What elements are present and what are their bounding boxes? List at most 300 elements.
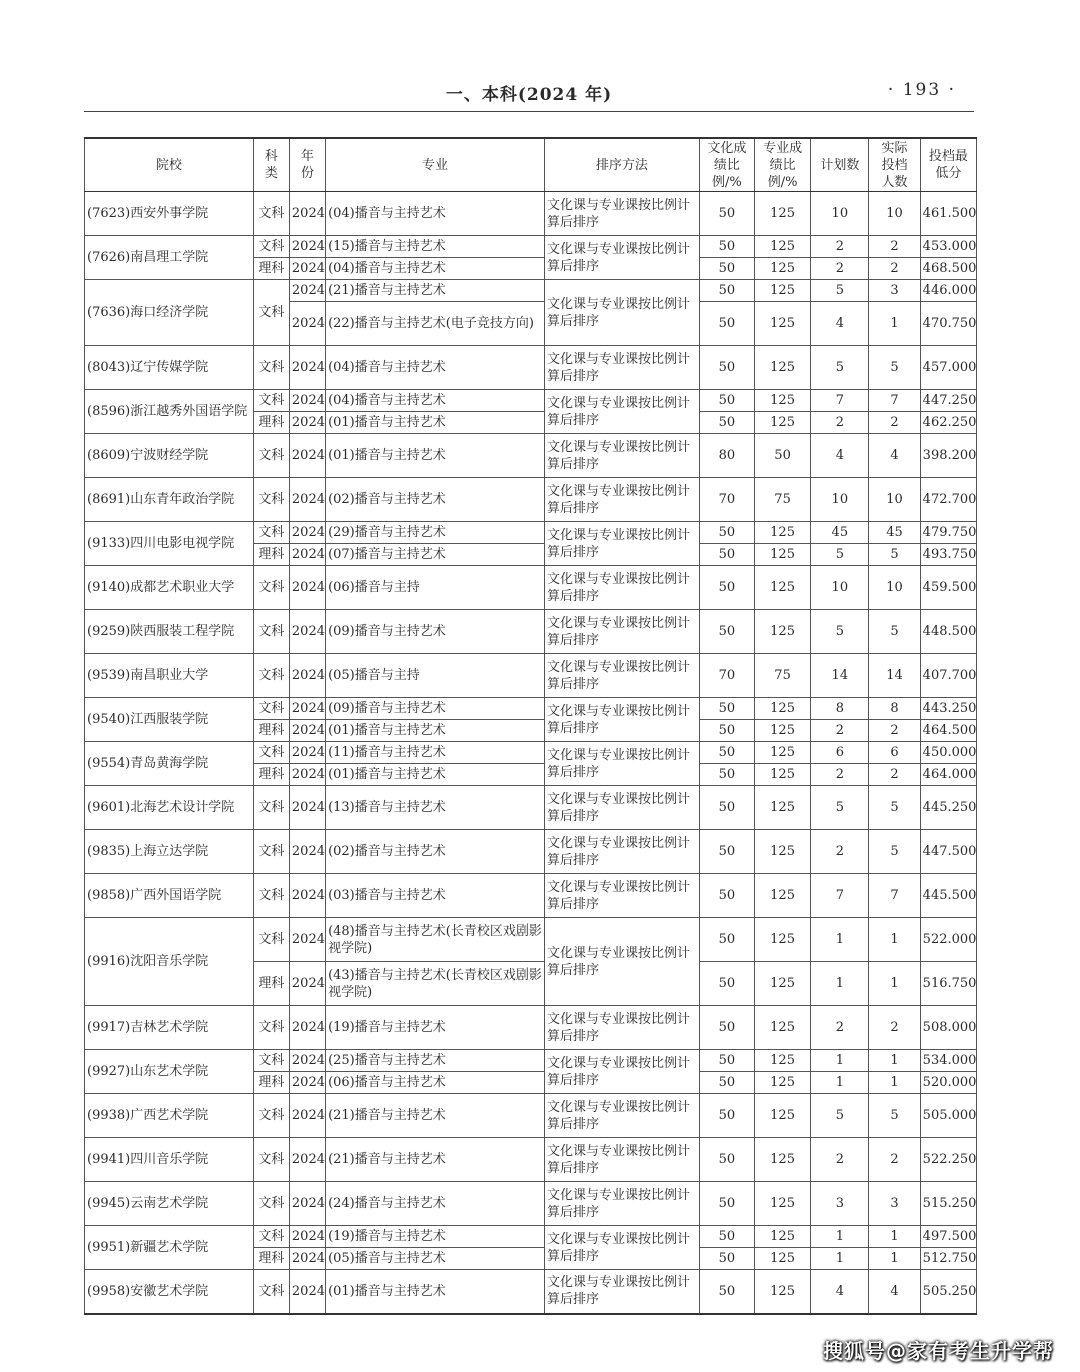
table-row: [85, 654, 977, 698]
method-cell: 文化课与专业课按比例计算后排序: [545, 1138, 700, 1182]
year-cell: 2024: [289, 434, 325, 478]
year-cell: 2024: [289, 698, 325, 720]
plan-count-cell: 7: [811, 390, 869, 412]
major-cell: (01)播音与主持艺术: [326, 434, 545, 478]
plan-count-cell: 2: [811, 412, 869, 434]
col-header-culture-ratio: 文化成绩比例/%: [699, 138, 754, 192]
actual-count-cell: 2: [869, 764, 920, 786]
min-score-cell: 493.750: [920, 544, 976, 566]
subject-cell: 文科: [253, 478, 289, 522]
table-row: [85, 610, 977, 654]
culture-ratio-cell: 50: [699, 786, 754, 830]
school-cell: (7623)西安外事学院: [85, 192, 254, 236]
actual-count-cell: 10: [869, 566, 920, 610]
subject-cell: 理科: [253, 962, 289, 1006]
subject-cell: 文科: [253, 1182, 289, 1226]
min-score-cell: 445.500: [920, 874, 976, 918]
subject-cell: 理科: [253, 258, 289, 280]
prof-ratio-cell: 125: [754, 236, 810, 258]
plan-count-cell: 6: [811, 742, 869, 764]
min-score-cell: 468.500: [920, 258, 976, 280]
school-cell: (9540)江西服装学院: [85, 698, 254, 742]
actual-count-cell: 1: [869, 302, 920, 346]
plan-count-cell: 2: [811, 1006, 869, 1050]
year-cell: 2024: [289, 962, 325, 1006]
min-score-cell: 459.500: [920, 566, 976, 610]
method-cell: 文化课与专业课按比例计算后排序: [545, 434, 700, 478]
subject-cell: 文科: [253, 918, 289, 962]
min-score-cell: 448.500: [920, 610, 976, 654]
plan-count-cell: 2: [811, 830, 869, 874]
method-cell: 文化课与专业课按比例计算后排序: [545, 1006, 700, 1050]
prof-ratio-cell: 125: [754, 346, 810, 390]
year-cell: 2024: [289, 830, 325, 874]
subject-cell: 理科: [253, 1072, 289, 1094]
table-row: [85, 192, 977, 236]
actual-count-cell: 2: [869, 1138, 920, 1182]
table-body: [85, 192, 977, 1314]
table-row: [85, 390, 977, 412]
actual-count-cell: 1: [869, 962, 920, 1006]
method-cell: 文化课与专业课按比例计算后排序: [545, 1050, 700, 1094]
col-header-method: 排序方法: [545, 138, 700, 192]
major-cell: (11)播音与主持艺术: [326, 742, 545, 764]
plan-count-cell: 5: [811, 786, 869, 830]
culture-ratio-cell: 50: [699, 566, 754, 610]
table-row: [85, 1226, 977, 1248]
actual-count-cell: 5: [869, 786, 920, 830]
actual-count-cell: 7: [869, 874, 920, 918]
year-cell: 2024: [289, 390, 325, 412]
major-cell: (05)播音与主持: [326, 654, 545, 698]
min-score-cell: 470.750: [920, 302, 976, 346]
plan-count-cell: 5: [811, 346, 869, 390]
actual-count-cell: 10: [869, 192, 920, 236]
major-cell: (04)播音与主持艺术: [326, 346, 545, 390]
plan-count-cell: 1: [811, 1050, 869, 1072]
subject-cell: 理科: [253, 764, 289, 786]
table-row: [85, 236, 977, 258]
min-score-cell: 445.250: [920, 786, 976, 830]
subject-cell: 文科: [253, 522, 289, 544]
plan-count-cell: 5: [811, 544, 869, 566]
culture-ratio-cell: 50: [699, 302, 754, 346]
year-cell: 2024: [289, 192, 325, 236]
actual-count-cell: 7: [869, 390, 920, 412]
school-cell: (9858)广西外国语学院: [85, 874, 254, 918]
school-cell: (9916)沈阳音乐学院: [85, 918, 254, 1006]
subject-cell: 文科: [253, 434, 289, 478]
table-row: [85, 698, 977, 720]
year-cell: 2024: [289, 874, 325, 918]
plan-count-cell: 10: [811, 478, 869, 522]
table-header-row: [85, 138, 977, 192]
major-cell: (09)播音与主持艺术: [326, 698, 545, 720]
method-cell: 文化课与专业课按比例计算后排序: [545, 346, 700, 390]
actual-count-cell: 10: [869, 478, 920, 522]
actual-count-cell: 1: [869, 1050, 920, 1072]
major-cell: (02)播音与主持艺术: [326, 830, 545, 874]
min-score-cell: 505.000: [920, 1094, 976, 1138]
culture-ratio-cell: 50: [699, 1050, 754, 1072]
prof-ratio-cell: 125: [754, 412, 810, 434]
prof-ratio-cell: 125: [754, 1138, 810, 1182]
school-cell: (8691)山东青年政治学院: [85, 478, 254, 522]
plan-count-cell: 4: [811, 302, 869, 346]
year-cell: 2024: [289, 346, 325, 390]
actual-count-cell: 2: [869, 720, 920, 742]
culture-ratio-cell: 50: [699, 1138, 754, 1182]
plan-count-cell: 14: [811, 654, 869, 698]
prof-ratio-cell: 125: [754, 918, 810, 962]
method-cell: 文化课与专业课按比例计算后排序: [545, 192, 700, 236]
min-score-cell: 447.250: [920, 390, 976, 412]
major-cell: (22)播音与主持艺术(电子竞技方向): [326, 302, 545, 346]
school-cell: (7626)南昌理工学院: [85, 236, 254, 280]
year-cell: 2024: [289, 258, 325, 280]
prof-ratio-cell: 125: [754, 742, 810, 764]
culture-ratio-cell: 70: [699, 478, 754, 522]
plan-count-cell: 2: [811, 764, 869, 786]
admissions-table: [84, 137, 977, 1315]
major-cell: (25)播音与主持艺术: [326, 1050, 545, 1072]
school-cell: (7636)海口经济学院: [85, 280, 254, 346]
table-row: [85, 918, 977, 962]
prof-ratio-cell: 125: [754, 962, 810, 1006]
plan-count-cell: 1: [811, 1226, 869, 1248]
major-cell: (09)播音与主持艺术: [326, 610, 545, 654]
actual-count-cell: 2: [869, 412, 920, 434]
actual-count-cell: 2: [869, 1006, 920, 1050]
method-cell: 文化课与专业课按比例计算后排序: [545, 236, 700, 280]
culture-ratio-cell: 50: [699, 720, 754, 742]
subject-cell: 文科: [253, 786, 289, 830]
subject-cell: 文科: [253, 1270, 289, 1314]
culture-ratio-cell: 50: [699, 192, 754, 236]
actual-count-cell: 8: [869, 698, 920, 720]
culture-ratio-cell: 50: [699, 1270, 754, 1314]
plan-count-cell: 5: [811, 610, 869, 654]
actual-count-cell: 2: [869, 236, 920, 258]
plan-count-cell: 8: [811, 698, 869, 720]
year-cell: 2024: [289, 478, 325, 522]
actual-count-cell: 1: [869, 1226, 920, 1248]
major-cell: (04)播音与主持艺术: [326, 390, 545, 412]
year-cell: 2024: [289, 720, 325, 742]
plan-count-cell: 2: [811, 236, 869, 258]
method-cell: 文化课与专业课按比例计算后排序: [545, 742, 700, 786]
major-cell: (06)播音与主持艺术: [326, 1072, 545, 1094]
min-score-cell: 446.000: [920, 280, 976, 302]
table-row: [85, 1270, 977, 1314]
year-cell: 2024: [289, 1072, 325, 1094]
year-cell: 2024: [289, 280, 325, 302]
min-score-cell: 457.000: [920, 346, 976, 390]
year-cell: 2024: [289, 236, 325, 258]
year-cell: 2024: [289, 1226, 325, 1248]
min-score-cell: 398.200: [920, 434, 976, 478]
min-score-cell: 461.500: [920, 192, 976, 236]
subject-cell: 文科: [253, 1226, 289, 1248]
table-row: [85, 1050, 977, 1072]
subject-cell: 理科: [253, 1248, 289, 1270]
table-row: [85, 346, 977, 390]
plan-count-cell: 7: [811, 874, 869, 918]
prof-ratio-cell: 125: [754, 1248, 810, 1270]
prof-ratio-cell: 125: [754, 1072, 810, 1094]
year-cell: 2024: [289, 742, 325, 764]
page-title: 一、本科(2024 年): [445, 85, 613, 105]
method-cell: 文化课与专业课按比例计算后排序: [545, 698, 700, 742]
school-cell: (9951)新疆艺术学院: [85, 1226, 254, 1270]
culture-ratio-cell: 70: [699, 654, 754, 698]
major-cell: (19)播音与主持艺术: [326, 1006, 545, 1050]
culture-ratio-cell: 50: [699, 962, 754, 1006]
culture-ratio-cell: 50: [699, 236, 754, 258]
plan-count-cell: 2: [811, 258, 869, 280]
subject-cell: 文科: [253, 1006, 289, 1050]
prof-ratio-cell: 125: [754, 566, 810, 610]
school-cell: (8609)宁波财经学院: [85, 434, 254, 478]
min-score-cell: 464.500: [920, 720, 976, 742]
plan-count-cell: 45: [811, 522, 869, 544]
method-cell: 文化课与专业课按比例计算后排序: [545, 1270, 700, 1314]
table-row: [85, 830, 977, 874]
method-cell: 文化课与专业课按比例计算后排序: [545, 874, 700, 918]
culture-ratio-cell: 50: [699, 258, 754, 280]
method-cell: 文化课与专业课按比例计算后排序: [545, 830, 700, 874]
subject-cell: 文科: [253, 280, 289, 346]
school-cell: (9945)云南艺术学院: [85, 1182, 254, 1226]
min-score-cell: 450.000: [920, 742, 976, 764]
school-cell: (9601)北海艺术设计学院: [85, 786, 254, 830]
major-cell: (06)播音与主持: [326, 566, 545, 610]
culture-ratio-cell: 50: [699, 1072, 754, 1094]
min-score-cell: 464.000: [920, 764, 976, 786]
year-cell: 2024: [289, 1182, 325, 1226]
major-cell: (19)播音与主持艺术: [326, 1226, 545, 1248]
table-row: [85, 1006, 977, 1050]
actual-count-cell: 14: [869, 654, 920, 698]
culture-ratio-cell: 50: [699, 764, 754, 786]
prof-ratio-cell: 125: [754, 1270, 810, 1314]
year-cell: 2024: [289, 566, 325, 610]
major-cell: (43)播音与主持艺术(长青校区戏剧影视学院): [326, 962, 545, 1006]
prof-ratio-cell: 125: [754, 390, 810, 412]
actual-count-cell: 4: [869, 1270, 920, 1314]
plan-count-cell: 1: [811, 962, 869, 1006]
culture-ratio-cell: 50: [699, 918, 754, 962]
plan-count-cell: 1: [811, 918, 869, 962]
plan-count-cell: 1: [811, 1072, 869, 1094]
year-cell: 2024: [289, 302, 325, 346]
prof-ratio-cell: 125: [754, 544, 810, 566]
culture-ratio-cell: 50: [699, 1226, 754, 1248]
actual-count-cell: 1: [869, 918, 920, 962]
year-cell: 2024: [289, 522, 325, 544]
col-header-subject: 科类: [253, 138, 289, 192]
plan-count-cell: 2: [811, 1138, 869, 1182]
major-cell: (02)播音与主持艺术: [326, 478, 545, 522]
school-cell: (9835)上海立达学院: [85, 830, 254, 874]
min-score-cell: 534.000: [920, 1050, 976, 1072]
actual-count-cell: 5: [869, 1094, 920, 1138]
subject-cell: 文科: [253, 1138, 289, 1182]
major-cell: (03)播音与主持艺术: [326, 874, 545, 918]
subject-cell: 文科: [253, 192, 289, 236]
subject-cell: 理科: [253, 412, 289, 434]
prof-ratio-cell: 125: [754, 698, 810, 720]
prof-ratio-cell: 125: [754, 302, 810, 346]
year-cell: 2024: [289, 918, 325, 962]
plan-count-cell: 2: [811, 720, 869, 742]
prof-ratio-cell: 125: [754, 1226, 810, 1248]
major-cell: (01)播音与主持艺术: [326, 1270, 545, 1314]
subject-cell: 文科: [253, 654, 289, 698]
year-cell: 2024: [289, 1270, 325, 1314]
prof-ratio-cell: 125: [754, 258, 810, 280]
prof-ratio-cell: 125: [754, 280, 810, 302]
min-score-cell: 407.700: [920, 654, 976, 698]
col-header-prof-ratio: 专业成绩比例/%: [754, 138, 810, 192]
major-cell: (13)播音与主持艺术: [326, 786, 545, 830]
actual-count-cell: 1: [869, 1072, 920, 1094]
year-cell: 2024: [289, 1094, 325, 1138]
table-row: [85, 742, 977, 764]
method-cell: 文化课与专业课按比例计算后排序: [545, 1182, 700, 1226]
major-cell: (04)播音与主持艺术: [326, 258, 545, 280]
school-cell: (9259)陕西服装工程学院: [85, 610, 254, 654]
year-cell: 2024: [289, 1050, 325, 1072]
plan-count-cell: 10: [811, 192, 869, 236]
col-header-year: 年份: [289, 138, 325, 192]
method-cell: 文化课与专业课按比例计算后排序: [545, 654, 700, 698]
table-row: [85, 1094, 977, 1138]
culture-ratio-cell: 50: [699, 1006, 754, 1050]
prof-ratio-cell: 125: [754, 610, 810, 654]
plan-count-cell: 1: [811, 1248, 869, 1270]
table-row: [85, 1182, 977, 1226]
subject-cell: 理科: [253, 720, 289, 742]
school-cell: (9927)山东艺术学院: [85, 1050, 254, 1094]
min-score-cell: 520.000: [920, 1072, 976, 1094]
watermark-text: 搜狐号@家有考生升学帮: [823, 1339, 1054, 1363]
prof-ratio-cell: 125: [754, 786, 810, 830]
method-cell: 文化课与专业课按比例计算后排序: [545, 610, 700, 654]
min-score-cell: 522.000: [920, 918, 976, 962]
prof-ratio-cell: 125: [754, 1094, 810, 1138]
culture-ratio-cell: 50: [699, 346, 754, 390]
school-cell: (9140)成都艺术职业大学: [85, 566, 254, 610]
culture-ratio-cell: 50: [699, 698, 754, 720]
method-cell: 文化课与专业课按比例计算后排序: [545, 522, 700, 566]
min-score-cell: 508.000: [920, 1006, 976, 1050]
culture-ratio-cell: 50: [699, 830, 754, 874]
table-row: [85, 786, 977, 830]
min-score-cell: 505.250: [920, 1270, 976, 1314]
col-header-plan: 计划数: [811, 138, 869, 192]
prof-ratio-cell: 75: [754, 654, 810, 698]
culture-ratio-cell: 50: [699, 544, 754, 566]
subject-cell: 文科: [253, 610, 289, 654]
table-row: [85, 434, 977, 478]
school-cell: (9133)四川电影电视学院: [85, 522, 254, 566]
major-cell: (07)播音与主持艺术: [326, 544, 545, 566]
min-score-cell: 515.250: [920, 1182, 976, 1226]
col-header-actual: 实际投档人数: [869, 138, 920, 192]
culture-ratio-cell: 50: [699, 610, 754, 654]
prof-ratio-cell: 125: [754, 764, 810, 786]
prof-ratio-cell: 50: [754, 434, 810, 478]
culture-ratio-cell: 50: [699, 1182, 754, 1226]
prof-ratio-cell: 125: [754, 522, 810, 544]
col-header-major: 专业: [326, 138, 545, 192]
culture-ratio-cell: 50: [699, 280, 754, 302]
actual-count-cell: 5: [869, 830, 920, 874]
prof-ratio-cell: 125: [754, 1182, 810, 1226]
major-cell: (21)播音与主持艺术: [326, 280, 545, 302]
prof-ratio-cell: 125: [754, 192, 810, 236]
school-cell: (9958)安徽艺术学院: [85, 1270, 254, 1314]
min-score-cell: 462.250: [920, 412, 976, 434]
plan-count-cell: 5: [811, 280, 869, 302]
method-cell: 文化课与专业课按比例计算后排序: [545, 390, 700, 434]
method-cell: 文化课与专业课按比例计算后排序: [545, 1226, 700, 1270]
col-header-school: 院校: [85, 138, 254, 192]
subject-cell: 文科: [253, 874, 289, 918]
culture-ratio-cell: 50: [699, 874, 754, 918]
table-row: [85, 280, 977, 302]
major-cell: (01)播音与主持艺术: [326, 412, 545, 434]
year-cell: 2024: [289, 610, 325, 654]
min-score-cell: 443.250: [920, 698, 976, 720]
actual-count-cell: 3: [869, 1182, 920, 1226]
major-cell: (29)播音与主持艺术: [326, 522, 545, 544]
major-cell: (21)播音与主持艺术: [326, 1094, 545, 1138]
method-cell: 文化课与专业课按比例计算后排序: [545, 1094, 700, 1138]
page-header: [84, 78, 974, 108]
culture-ratio-cell: 50: [699, 390, 754, 412]
method-cell: 文化课与专业课按比例计算后排序: [545, 566, 700, 610]
min-score-cell: 497.500: [920, 1226, 976, 1248]
year-cell: 2024: [289, 1138, 325, 1182]
header-rule: [84, 111, 974, 112]
method-cell: 文化课与专业课按比例计算后排序: [545, 478, 700, 522]
table-row: [85, 874, 977, 918]
min-score-cell: 472.700: [920, 478, 976, 522]
actual-count-cell: 5: [869, 346, 920, 390]
min-score-cell: 516.750: [920, 962, 976, 1006]
actual-count-cell: 4: [869, 434, 920, 478]
min-score-cell: 453.000: [920, 236, 976, 258]
prof-ratio-cell: 125: [754, 720, 810, 742]
prof-ratio-cell: 125: [754, 1006, 810, 1050]
major-cell: (24)播音与主持艺术: [326, 1182, 545, 1226]
page-number: · 193 ·: [887, 80, 956, 100]
prof-ratio-cell: 75: [754, 478, 810, 522]
major-cell: (01)播音与主持艺术: [326, 764, 545, 786]
actual-count-cell: 45: [869, 522, 920, 544]
table-row: [85, 522, 977, 544]
subject-cell: 文科: [253, 742, 289, 764]
actual-count-cell: 3: [869, 280, 920, 302]
year-cell: 2024: [289, 412, 325, 434]
culture-ratio-cell: 50: [699, 412, 754, 434]
subject-cell: 文科: [253, 236, 289, 258]
year-cell: 2024: [289, 1248, 325, 1270]
major-cell: (05)播音与主持艺术: [326, 1248, 545, 1270]
prof-ratio-cell: 125: [754, 874, 810, 918]
